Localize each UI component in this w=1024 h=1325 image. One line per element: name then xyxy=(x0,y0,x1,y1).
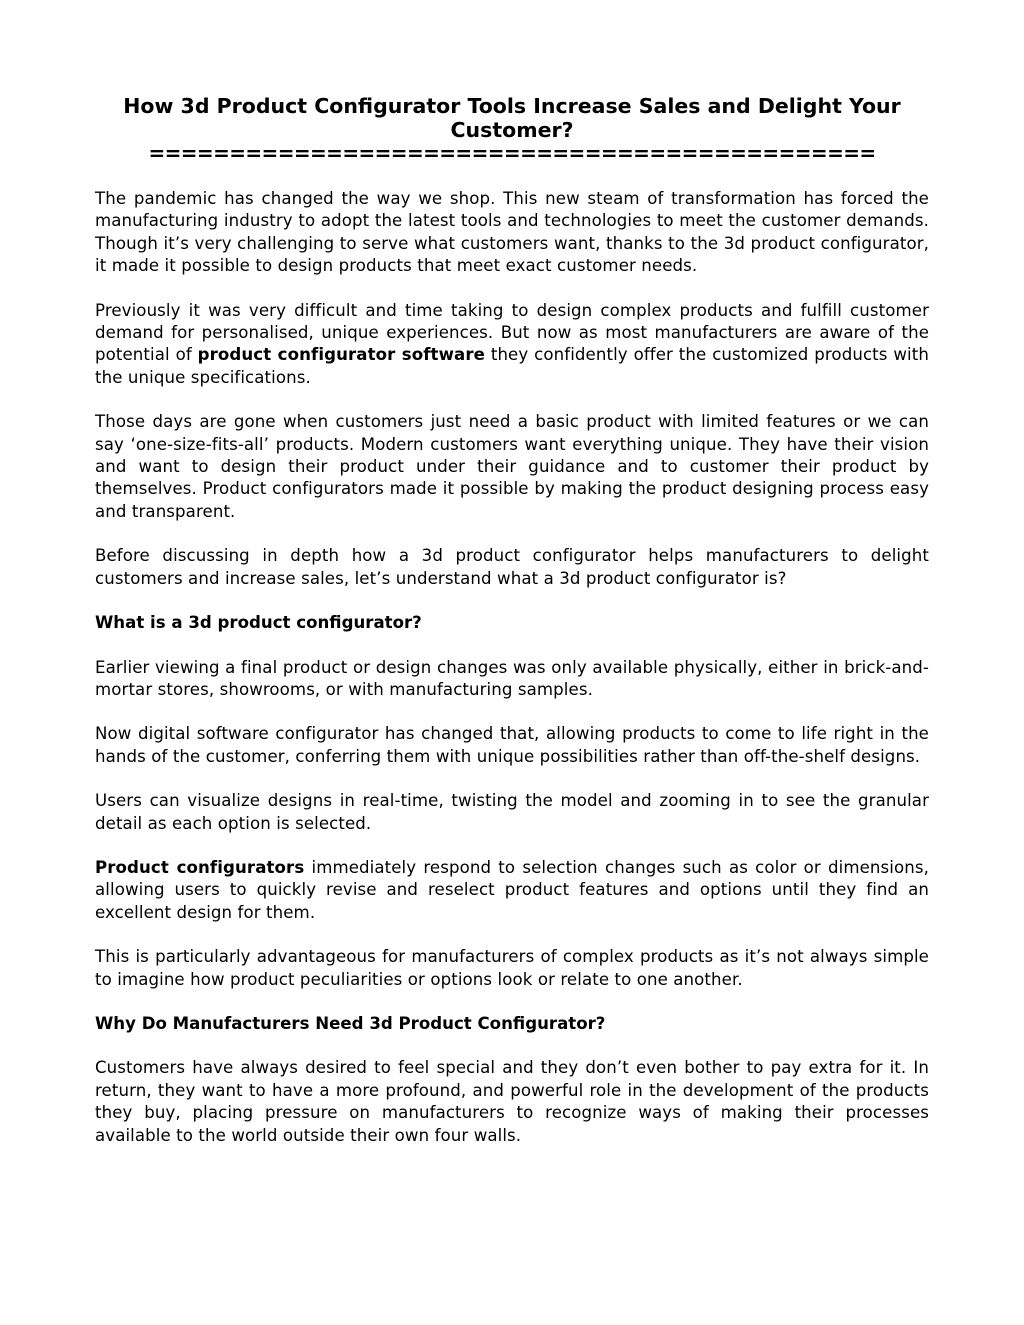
bold-phrase-product-configurator-software: product configurator software xyxy=(197,345,485,365)
bold-phrase-product-configurators: Product configurators xyxy=(95,857,305,877)
paragraph-advantageous: This is particularly advantageous for manufacturers of complex products as it’s not always simple to imagine how product peculiarities or options look or relate to one another. xyxy=(95,947,929,989)
paragraph-text: immediately respond to selection changes such as color or dimensions, allowing users to quickly revise and reselect product features and options until they find an excellent design for them. xyxy=(95,857,929,922)
paragraph-those-days: Those days are gone when customers just need a basic product with limited features or we can say ‘one-size-fits-all’ products. Modern customers want everything unique. They have their vision and want to design their product under their guidance and to customer their product by themselves. Product configurators made it possible by making the product designing process easy and transparent. xyxy=(95,412,929,521)
paragraph-before-discussing: Before discussing in depth how a 3d product configurator helps manufacturers to delight customers and increase sales, let’s understand what a 3d product configurator is? xyxy=(95,546,929,588)
paragraph-text: Previously it was very difficult and time taking to design complex products and fulfill customer demand for personalised, unique experiences. But now as most manufacturers are aware of the potential of xyxy=(95,300,929,365)
paragraph-visualize: Users can visualize designs in real-time, twisting the model and zooming in to see the granular detail as each option is selected. xyxy=(95,791,929,833)
section-heading-why-manufacturers: Why Do Manufacturers Need 3d Product Configurator? xyxy=(95,1013,606,1033)
paragraph-text: they confidently offer the customized products with the unique specifications. xyxy=(95,345,929,387)
paragraph-digital-software: Now digital software configurator has changed that, allowing products to come to life right in the hands of the customer, conferring them with unique possibilities rather than off-the-shelf designs. xyxy=(95,724,929,766)
section-heading-what-is: What is a 3d product configurator? xyxy=(95,613,422,633)
paragraph-customers-desire: Customers have always desired to feel special and they don’t even bother to pay extra for it. In return, they want to have a more profound, and powerful role in the development of the products they buy, placing pressure on manufacturers to recognize ways of making their processes available to the world outside their own four walls. xyxy=(95,1058,929,1145)
title-underline-rule: ============================================= xyxy=(148,142,876,164)
paragraph-earlier-viewing: Earlier viewing a final product or design changes was only available physically, either in brick-and-mortar stores, showrooms, or with manufacturing samples. xyxy=(95,657,929,699)
paragraph-product-configurators xyxy=(95,857,929,924)
paragraph-intro: The pandemic has changed the way we shop. This new steam of transformation has forced the manufacturing industry to adopt the latest tools and technologies to meet the customer demands. Though it’s very challenging to serve what customers want, thanks to the 3d product configurator, it made it possible to design products that meet exact customer needs. xyxy=(95,189,929,276)
document-title: How 3d Product Configurator Tools Increase Sales and Delight Your Customer? xyxy=(123,94,901,142)
paragraph-previously xyxy=(95,300,929,390)
document-page xyxy=(95,94,929,1147)
